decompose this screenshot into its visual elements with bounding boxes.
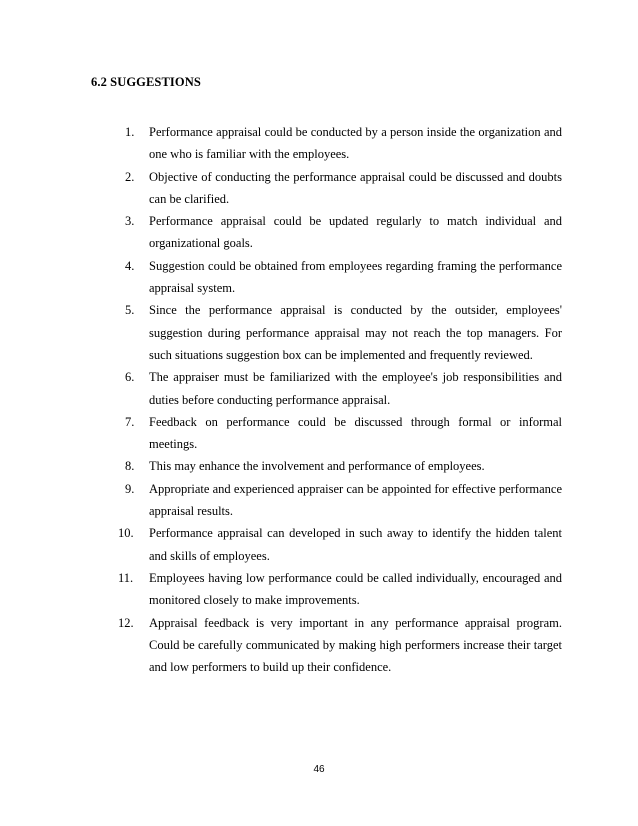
item-text: Since the performance appraisal is conducted by the outsider, employees' suggestion during performance appraisal may not reach the top managers. For such situations suggestion box can be implemented and frequently reviewed.: [149, 303, 562, 362]
item-text: Objective of conducting the performance appraisal could be discussed and doubts can be clarified.: [149, 169, 562, 206]
item-text: This may enhance the involvement and performance of employees.: [149, 459, 485, 474]
list-item: [118, 612, 562, 679]
list-item: [125, 166, 562, 211]
item-text: Performance appraisal can developed in such away to identify the hidden talent and skills of employees.: [149, 526, 562, 563]
suggestions-list: [118, 121, 562, 678]
item-number: 12.: [118, 615, 134, 630]
list-item: [118, 522, 562, 567]
item-text: Performance appraisal could be conducted by a person inside the organization and one who is familiar with the employees.: [149, 125, 562, 162]
list-item: [125, 210, 562, 255]
list-item: [125, 411, 562, 456]
item-text: Performance appraisal could be updated regularly to match individual and organizational goals.: [149, 214, 562, 251]
list-item: [125, 455, 562, 477]
section-heading: 6.2 SUGGESTIONS: [91, 75, 201, 89]
item-text: Employees having low performance could be called individually, encouraged and monitored closely to make improvements.: [149, 570, 562, 608]
item-number: 2.: [125, 169, 135, 184]
item-text: Suggestion could be obtained from employees regarding framing the performance appraisal system.: [149, 258, 562, 296]
item-number: 4.: [125, 258, 135, 273]
item-number: 6.: [125, 370, 135, 385]
list-item: [125, 366, 562, 411]
item-text: Appropriate and experienced appraiser can be appointed for effective performance appraisal results.: [149, 481, 562, 519]
item-number: 3.: [125, 214, 135, 229]
item-number: 5.: [125, 303, 135, 318]
item-number: 8.: [125, 459, 135, 474]
list-item: [125, 478, 562, 523]
item-number: 9.: [125, 481, 135, 496]
list-item: [118, 567, 562, 612]
item-number: 1.: [125, 125, 135, 139]
list-item: [125, 121, 562, 166]
item-number: 11.: [118, 570, 134, 585]
list-item: [125, 255, 562, 300]
list-item: [125, 299, 562, 366]
item-text: Appraisal feedback is very important in any performance appraisal program. Could be carefully communicated by making high performers increase their target and low performers to build up their confidence.: [149, 615, 562, 675]
item-number: 10.: [118, 526, 134, 541]
page-number: 46: [313, 764, 325, 775]
item-text: The appraiser must be familiarized with the employee's job responsibilities and duties before conducting performance appraisal.: [149, 370, 562, 407]
item-text: Feedback on performance could be discussed through formal or informal meetings.: [149, 414, 562, 452]
item-number: 7.: [125, 414, 135, 429]
